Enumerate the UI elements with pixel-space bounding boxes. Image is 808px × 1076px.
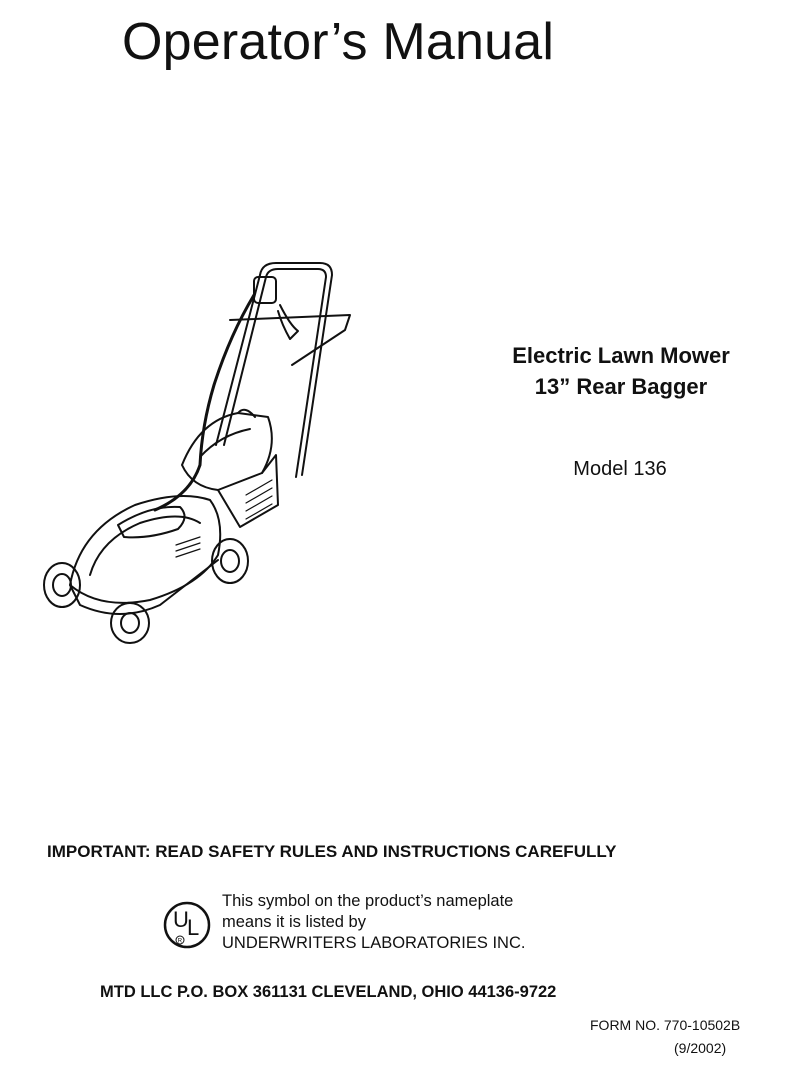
model-number: Model 136 [573,458,667,480]
ul-statement-line-3: UNDERWRITERS LABORATORIES INC. [222,934,526,952]
ul-statement-line-2: means it is listed by [222,913,366,931]
product-name [490,340,752,402]
form-number: FORM NO. 770-10502B [590,1017,741,1033]
svg-text:L: L [187,915,200,940]
important-notice: IMPORTANT: READ SAFETY RULES AND INSTRUCTIONS CAREFULLY [47,842,617,861]
form-date: (9/2002) [674,1040,727,1056]
ul-logo-icon [160,900,214,950]
svg-text:U: U [173,907,189,932]
ul-statement [222,891,525,954]
company-address: MTD LLC P.O. BOX 361131 CLEVELAND, OHIO 44136-9722 [100,983,557,1001]
product-line-2: 13” Rear Bagger [534,374,708,399]
lawn-mower-illustration [40,255,360,650]
page-title: Operator’s Manual [122,13,555,71]
ul-statement-line-1: This symbol on the product’s nameplate [222,892,514,910]
svg-text:R: R [177,938,183,945]
product-line-1: Electric Lawn Mower [512,343,730,368]
